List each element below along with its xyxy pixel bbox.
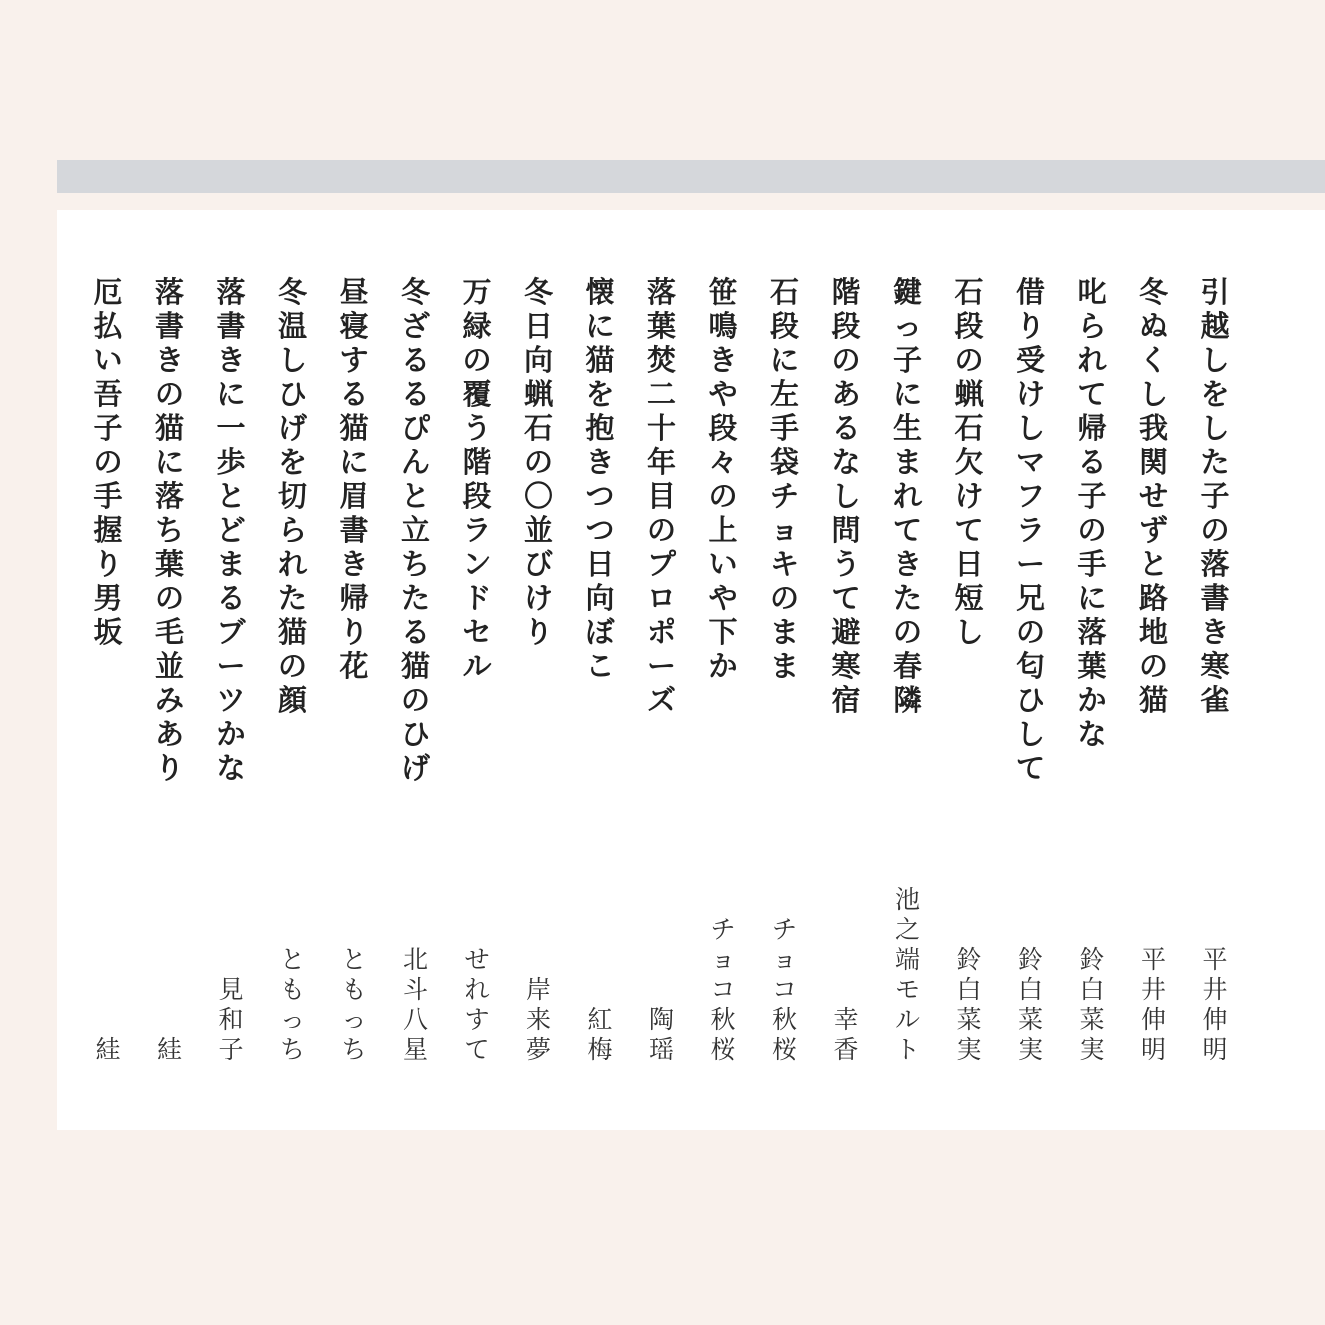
haiku-author: 見 和 子 (218, 975, 244, 1064)
haiku-author: と も っ ち (279, 945, 305, 1064)
haiku-poem: 石 段 に 左 手 袋 チ ョ キ の ま ま (769, 275, 799, 683)
haiku-poem: 引 越 し を し た 子 の 落 書 き 寒 雀 (1200, 275, 1230, 717)
haiku-poem: 厄 払 い 吾 子 の 手 握 り 男 坂 (93, 275, 123, 649)
haiku-poem: 万 緑 の 覆 う 階 段 ラ ン ド セ ル (462, 275, 492, 683)
haiku-author: チ ョ コ 秋 桜 (710, 915, 736, 1064)
haiku-poem: 借 り 受 け し マ フ ラ ー 兄 の 匂 ひ し て (1015, 275, 1045, 785)
haiku-author: 平 井 伸 明 (1202, 945, 1228, 1064)
haiku-author: 北 斗 八 星 (402, 945, 428, 1064)
haiku-poem: 落 書 き に 一 歩 と ど ま る ブ ー ツ か な (216, 275, 246, 785)
haiku-author: 幸 香 (833, 1005, 859, 1064)
haiku-author: 絓 (95, 1035, 121, 1064)
haiku-author: 池 之 端 モ ル ト (894, 885, 920, 1064)
haiku-poem: 階 段 の あ る な し 問 う て 避 寒 宿 (831, 275, 861, 717)
haiku-author: せ れ す て (464, 945, 490, 1064)
haiku-author: 陶 瑶 (648, 1005, 674, 1064)
haiku-author: 紅 梅 (587, 1005, 613, 1064)
haiku-poem: 落 葉 焚 二 十 年 目 の プ ロ ポ ー ズ (646, 275, 676, 717)
haiku-author: 岸 来 夢 (525, 975, 551, 1064)
haiku-poem: 冬 ぬ く し 我 関 せ ず と 路 地 の 猫 (1138, 275, 1168, 717)
haiku-author: と も っ ち (341, 945, 367, 1064)
haiku-poem: 石 段 の 蝋 石 欠 け て 日 短 し (954, 275, 984, 649)
haiku-poem: 懐 に 猫 を 抱 き つ つ 日 向 ぼ こ (585, 275, 615, 683)
haiku-poem: 冬 温 し ひ げ を 切 ら れ た 猫 の 顔 (277, 275, 307, 717)
haiku-author: 鈴 白 菜 実 (1017, 945, 1043, 1064)
haiku-poem: 叱 ら れ て 帰 る 子 の 手 に 落 葉 か な (1077, 275, 1107, 751)
haiku-poem: 昼 寝 す る 猫 に 眉 書 き 帰 り 花 (339, 275, 369, 683)
haiku-author: 平 井 伸 明 (1140, 945, 1166, 1064)
haiku-author: 鈴 白 菜 実 (1079, 945, 1105, 1064)
haiku-poem: 笹 鳴 き や 段 々 の 上 い や 下 か (708, 275, 738, 683)
haiku-poem: 冬 ざ る る ぴ ん と 立 ち た る 猫 の ひ げ (400, 275, 430, 785)
haiku-author: 絓 (156, 1035, 182, 1064)
haiku-poem: 冬 日 向 蝋 石 の 〇 並 び け り (523, 275, 553, 649)
haiku-poem: 鍵 っ 子 に 生 ま れ て き た の 春 隣 (892, 275, 922, 717)
haiku-poem: 落 書 き の 猫 に 落 ち 葉 の 毛 並 み あ り (154, 275, 184, 785)
haiku-author: 鈴 白 菜 実 (956, 945, 982, 1064)
haiku-author: チ ョ コ 秋 桜 (771, 915, 797, 1064)
header-bar (57, 160, 1325, 193)
